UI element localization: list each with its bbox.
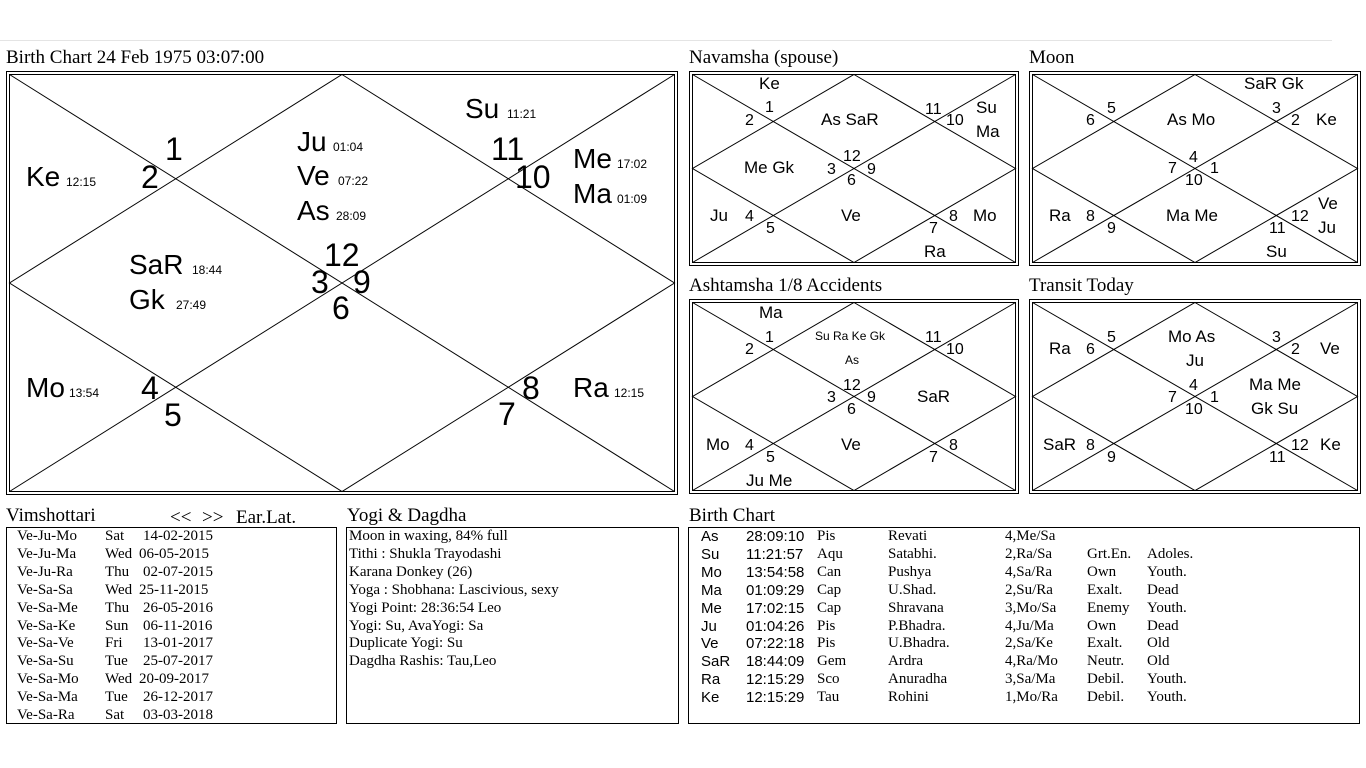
planet-deg: 07:22:18 — [746, 635, 805, 653]
house-number: 3 — [1272, 100, 1281, 117]
dasha-row[interactable] — [17, 564, 336, 582]
svg-text:Ke: Ke — [26, 161, 61, 192]
house-number: 12 — [843, 148, 861, 165]
planet-p: Ju — [701, 617, 717, 635]
planet-label: Ju Me — [746, 471, 793, 490]
planet-sign: Pis — [817, 617, 836, 634]
planet-label: As Mo — [1167, 110, 1216, 129]
house-number: 6 — [847, 401, 856, 418]
planet-label: Su — [1266, 242, 1287, 261]
house-number: 5 — [766, 449, 775, 466]
planet-label: Ke — [1320, 435, 1341, 454]
planet-row[interactable] — [701, 689, 1359, 707]
top-divider — [0, 40, 1332, 41]
planet-nak: Pushya — [888, 563, 932, 580]
yogi-panel — [346, 527, 679, 724]
dasha-row[interactable] — [17, 635, 336, 653]
planet-age — [1147, 528, 1227, 546]
dasha-dasha: Ve-Sa-Sa — [17, 581, 73, 598]
planet-pada: 2,Ra/Sa — [1005, 545, 1053, 562]
planet-label: SaR Gk — [1244, 74, 1304, 93]
house-number: 9 — [1107, 449, 1116, 466]
planet-sar — [129, 249, 222, 280]
planet-p: Ve — [701, 635, 719, 653]
house-number: 7 — [929, 220, 938, 237]
transit-title: Transit Today — [1029, 275, 1134, 296]
dasha-date: 25-11-2015 — [139, 581, 209, 598]
planet-age: Youth. — [1147, 671, 1187, 688]
planet-label: Ve — [841, 435, 861, 454]
yogi-line: Yogi Point: 28:36:54 Leo — [349, 599, 502, 616]
planet-row[interactable] — [701, 528, 1359, 546]
planet-age: Old — [1147, 635, 1170, 652]
house-number: 9 — [353, 264, 371, 300]
dasha-date: 03-03-2018 — [143, 707, 213, 724]
dasha-day: Tue — [105, 653, 128, 670]
dasha-day: Sat — [105, 528, 125, 544]
dasha-date: 06-11-2016 — [143, 617, 213, 634]
planet-nak: Rohini — [888, 689, 929, 706]
planet-deg: 17:02:15 — [746, 599, 805, 617]
dasha-dasha: Ve-Ju-Ra — [17, 563, 73, 580]
dasha-dasha: Ve-Sa-Mo — [17, 671, 79, 688]
house-number: 4 — [745, 437, 754, 454]
planet-label: As SaR — [821, 110, 879, 129]
yogi-line: Moon in waxing, 84% full — [349, 528, 508, 544]
svg-text:17:02: 17:02 — [617, 157, 648, 171]
dasha-day: Wed — [105, 545, 133, 562]
house-number: 1 — [1210, 389, 1219, 406]
svg-text:18:44: 18:44 — [192, 263, 223, 277]
planet-row[interactable] — [701, 600, 1359, 618]
planet-row[interactable] — [701, 564, 1359, 582]
svg-text:Gk: Gk — [129, 284, 165, 315]
planet-ke — [26, 161, 96, 192]
planet-ma — [573, 178, 647, 209]
house-number: 12 — [324, 237, 360, 273]
planet-sign: Pis — [817, 635, 836, 652]
planet-age: Youth. — [1147, 689, 1187, 706]
dasha-date: 13-01-2017 — [143, 635, 213, 652]
dasha-day: Sun — [105, 617, 129, 634]
house-number: 8 — [522, 370, 540, 406]
svg-text:Su: Su — [465, 93, 500, 124]
planet-label: Ra — [924, 242, 946, 261]
planet-label: Mo As — [1168, 327, 1216, 346]
house-number: 2 — [1291, 341, 1300, 358]
house-number: 12 — [843, 377, 861, 394]
svg-text:As: As — [297, 195, 330, 226]
planet-row[interactable] — [701, 671, 1359, 689]
dasha-row[interactable] — [17, 618, 336, 636]
house-number: 3 — [827, 161, 836, 178]
planet-deg: 11:21:57 — [746, 545, 804, 563]
house-number: 9 — [1107, 220, 1116, 237]
house-number: 12 — [1291, 208, 1309, 225]
moon-chart[interactable] — [1029, 71, 1361, 266]
house-number: 4 — [1189, 149, 1198, 166]
planet-age: Youth. — [1147, 599, 1187, 616]
house-number: 3 — [827, 389, 836, 406]
dasha-dasha: Ve-Sa-Ma — [17, 689, 78, 706]
dasha-day: Wed — [105, 581, 133, 598]
house-number: 9 — [867, 389, 876, 406]
vimshottari-list — [6, 527, 337, 724]
svg-text:SaR: SaR — [129, 249, 184, 280]
planet-label: SaR — [917, 387, 951, 406]
planet-sign: Can — [817, 563, 842, 580]
svg-text:01:09: 01:09 — [617, 192, 648, 206]
yogi-line: Dagdha Rashis: Tau,Leo — [349, 653, 497, 670]
planet-label: Ke — [759, 74, 780, 93]
house-number: 8 — [949, 208, 958, 225]
svg-text:Mo: Mo — [26, 372, 65, 403]
planet-nak: Shravana — [888, 599, 944, 616]
planet-nak: U.Shad. — [888, 581, 937, 598]
planet-sign: Aqu — [817, 545, 843, 562]
house-number: 12 — [1291, 437, 1309, 454]
planet-label: Ma Me — [1166, 206, 1218, 225]
planet-nak: Ardra — [888, 653, 923, 670]
house-number: 4 — [745, 208, 754, 225]
svg-text:07:22: 07:22 — [338, 174, 369, 188]
house-number: 8 — [1086, 208, 1095, 225]
dasha-date: 26-05-2016 — [143, 599, 213, 616]
planet-pada: 2,Su/Ra — [1005, 581, 1053, 598]
navamsha-chart[interactable] — [689, 71, 1019, 266]
planet-deg: 12:15:29 — [746, 689, 805, 707]
transit-chart[interactable] — [1029, 299, 1361, 494]
planet-row[interactable] — [701, 546, 1359, 564]
prev-period-button[interactable]: << — [170, 507, 192, 528]
birth-chart-title: Birth Chart 24 Feb 1975 03:07:00 — [6, 47, 265, 68]
planet-age: Adoles. — [1147, 545, 1194, 562]
planet-deg: 28:09:10 — [746, 528, 805, 545]
yogi-line: Tithi : Shukla Trayodashi — [349, 545, 502, 562]
svg-text:28:09: 28:09 — [336, 209, 367, 223]
planet-deg: 18:44:09 — [746, 653, 805, 671]
yogi-line: Karana Donkey (26) — [349, 563, 473, 580]
planet-as — [297, 195, 366, 226]
dasha-row[interactable] — [17, 582, 336, 600]
planet-pada: 2,Sa/Ke — [1005, 635, 1053, 652]
house-number: 7 — [1168, 160, 1177, 177]
house-number: 4 — [1189, 377, 1198, 394]
planet-deg: 12:15:29 — [746, 671, 805, 689]
planet-deg: 01:04:26 — [746, 617, 805, 635]
planet-row[interactable] — [701, 582, 1359, 600]
dasha-row[interactable] — [17, 528, 336, 546]
birth-table — [688, 527, 1360, 724]
planet-dig: Debil. — [1087, 689, 1125, 706]
planet-p: Ke — [701, 689, 720, 707]
house-number: 7 — [498, 396, 516, 432]
planet-label: Ve — [841, 206, 861, 225]
dasha-dasha: Ve-Sa-Ra — [17, 707, 75, 724]
planet-sign: Tau — [817, 689, 840, 706]
dasha-date: 06-05-2015 — [139, 545, 209, 562]
planet-pada: 4,Sa/Ra — [1005, 563, 1053, 580]
dasha-day: Sat — [105, 707, 125, 724]
planet-label: Ju — [1318, 218, 1336, 237]
planet-label: As — [845, 353, 860, 367]
ashtamsha-title: Ashtamsha 1/8 Accidents — [689, 275, 883, 296]
dasha-day: Thu — [105, 599, 130, 616]
navamsha-title: Navamsha (spouse) — [689, 47, 839, 68]
planet-p: Ma — [701, 581, 722, 599]
house-number: 7 — [929, 449, 938, 466]
planet-age: Youth. — [1147, 563, 1187, 580]
planet-mo — [26, 372, 99, 403]
planet-pada: 3,Sa/Ma — [1005, 671, 1056, 688]
planet-nak: U.Bhadra. — [888, 635, 950, 652]
planet-dig: Enemy — [1087, 599, 1130, 616]
house-number: 11 — [1269, 220, 1286, 237]
house-number: 11 — [925, 329, 942, 346]
house-number: 1 — [765, 99, 774, 116]
planet-ra — [573, 372, 644, 403]
dasha-row[interactable] — [17, 671, 336, 689]
dasha-dasha: Ve-Sa-Ke — [17, 617, 76, 634]
planet-sign: Cap — [817, 581, 842, 598]
house-number: 11 — [1269, 449, 1286, 466]
dasha-dasha: Ve-Ju-Mo — [17, 528, 77, 544]
house-number: 6 — [332, 290, 350, 326]
dasha-dasha: Ve-Sa-Me — [17, 599, 78, 616]
svg-text:Me: Me — [573, 143, 612, 174]
planet-p: Me — [701, 599, 722, 617]
planet-label: Ke — [1316, 110, 1337, 129]
svg-text:12:15: 12:15 — [66, 175, 97, 189]
planet-dig — [1087, 528, 1147, 546]
dasha-date: 26-12-2017 — [143, 689, 213, 706]
house-number: 8 — [949, 437, 958, 454]
planet-dig: Debil. — [1087, 671, 1125, 688]
dasha-date: 20-09-2017 — [139, 671, 209, 688]
svg-text:Ma: Ma — [573, 178, 612, 209]
planet-label: Mo — [973, 206, 997, 225]
house-number: 6 — [1086, 112, 1095, 129]
planet-label: Ra — [1049, 339, 1071, 358]
dasha-day: Wed — [105, 671, 133, 688]
planet-label: SaR — [1043, 435, 1077, 454]
birth-chart[interactable] — [6, 71, 678, 495]
house-number: 2 — [141, 159, 159, 195]
house-number: 8 — [1086, 437, 1095, 454]
dasha-day: Tue — [105, 689, 128, 706]
planet-row[interactable] — [701, 653, 1359, 671]
house-number: 6 — [847, 172, 856, 189]
next-period-button[interactable]: >> — [202, 507, 224, 528]
house-number: 9 — [867, 161, 876, 178]
svg-text:01:04: 01:04 — [333, 140, 364, 154]
planet-p: Su — [701, 545, 720, 563]
svg-text:27:49: 27:49 — [176, 298, 207, 312]
house-number: 5 — [766, 220, 775, 237]
planet-nak: Anuradha — [888, 671, 948, 688]
house-number: 7 — [1168, 389, 1177, 406]
planet-p: Mo — [701, 563, 722, 581]
house-number: 5 — [1107, 100, 1116, 117]
planet-sign: Sco — [817, 671, 840, 688]
house-number: 3 — [311, 264, 329, 300]
house-number: 10 — [515, 159, 551, 195]
ashtamsha-chart[interactable] — [689, 299, 1019, 494]
planet-pada: 4,Me/Sa — [1005, 528, 1056, 544]
planet-pada: 3,Mo/Sa — [1005, 599, 1057, 616]
planet-pada: 4,Ju/Ma — [1005, 617, 1054, 634]
dasha-row[interactable] — [17, 600, 336, 618]
planet-p: SaR — [701, 653, 731, 671]
house-number: 1 — [765, 329, 774, 346]
house-number: 1 — [1210, 160, 1219, 177]
planet-deg: 01:09:29 — [746, 581, 805, 599]
dasha-row[interactable] — [17, 707, 336, 725]
house-number: 6 — [1086, 341, 1095, 358]
planet-dig: Exalt. — [1087, 581, 1123, 598]
planet-me — [573, 143, 647, 174]
svg-text:13:54: 13:54 — [69, 386, 100, 400]
svg-text:11:21: 11:21 — [507, 107, 537, 121]
planet-nak: P.Bhadra. — [888, 617, 946, 634]
planet-dig: Own — [1087, 563, 1117, 580]
planet-ju — [297, 126, 363, 157]
planet-label: Me Gk — [744, 158, 795, 177]
planet-gk — [129, 284, 206, 315]
house-number: 10 — [1185, 401, 1203, 418]
planet-dig: Grt.En. — [1087, 545, 1132, 562]
dasha-dasha: Ve-Sa-Ve — [17, 635, 74, 652]
house-number: 11 — [925, 101, 942, 118]
house-number: 2 — [745, 112, 754, 129]
planet-sign: Gem — [817, 653, 847, 670]
yogi-line: Yoga : Shobhana: Lascivious, sexy — [349, 581, 559, 598]
planet-label: Ju — [710, 206, 728, 225]
planet-label: Gk Su — [1251, 399, 1299, 418]
house-number: 5 — [1107, 329, 1116, 346]
house-number: 11 — [491, 131, 525, 167]
dasha-dasha: Ve-Ju-Ma — [17, 545, 77, 562]
birth-table-title: Birth Chart — [689, 505, 776, 526]
dasha-day: Fri — [105, 635, 123, 652]
yogi-line: Yogi: Su, AvaYogi: Sa — [349, 617, 484, 634]
planet-age: Dead — [1147, 617, 1179, 634]
dasha-date: 14-02-2015 — [143, 528, 213, 544]
vimshottari-title: Vimshottari — [6, 505, 96, 526]
planet-p: As — [701, 528, 719, 545]
svg-text:12:15: 12:15 — [614, 386, 645, 400]
dasha-date: 02-07-2015 — [143, 563, 213, 580]
planet-nak: Satabhi. — [888, 545, 937, 562]
planet-label: Ma — [759, 303, 783, 322]
dasha-row[interactable] — [17, 653, 336, 671]
house-number: 10 — [946, 112, 964, 129]
house-number: 2 — [745, 341, 754, 358]
svg-text:Ra: Ra — [573, 372, 609, 403]
dasha-row[interactable] — [17, 546, 336, 564]
dasha-day: Thu — [105, 563, 130, 580]
house-number: 2 — [1291, 112, 1300, 129]
planet-label: Ve — [1320, 339, 1340, 358]
planet-label: Ma Me — [1249, 375, 1301, 394]
planet-dig: Neutr. — [1087, 653, 1125, 670]
planet-label: Ma — [976, 122, 1000, 141]
planet-ve — [297, 160, 368, 191]
house-number: 1 — [165, 131, 183, 167]
planet-nak: Revati — [888, 528, 928, 544]
planet-label: Su Ra Ke Gk — [815, 329, 886, 343]
planet-label: Ve — [1318, 194, 1338, 213]
planet-label: Ju — [1186, 351, 1204, 370]
planet-age: Dead — [1147, 581, 1179, 598]
planet-su — [465, 93, 536, 124]
svg-text:Ve: Ve — [297, 160, 330, 191]
planet-pada: 1,Mo/Ra — [1005, 689, 1058, 706]
dasha-row[interactable] — [17, 689, 336, 707]
dasha-date: 25-07-2017 — [143, 653, 213, 670]
planet-deg: 13:54:58 — [746, 563, 805, 581]
moon-title: Moon — [1029, 47, 1075, 68]
planet-label: Ra — [1049, 206, 1071, 225]
house-number: 4 — [141, 370, 159, 406]
planet-sign: Cap — [817, 599, 842, 616]
house-number: 10 — [946, 341, 964, 358]
planet-label: Mo — [706, 435, 730, 454]
house-number: 10 — [1185, 172, 1203, 189]
planet-dig: Exalt. — [1087, 635, 1123, 652]
yogi-line: Duplicate Yogi: Su — [349, 635, 463, 652]
dasha-dasha: Ve-Sa-Su — [17, 653, 74, 670]
ear-lat-button[interactable]: Ear.Lat. — [236, 507, 297, 528]
planet-age: Old — [1147, 653, 1170, 670]
svg-text:Ju: Ju — [297, 126, 327, 157]
planet-pada: 4,Ra/Mo — [1005, 653, 1058, 670]
yogi-title: Yogi & Dagdha — [347, 505, 467, 526]
planet-label: Su — [976, 98, 997, 117]
planet-row[interactable] — [701, 618, 1359, 636]
house-number: 3 — [1272, 329, 1281, 346]
planet-row[interactable] — [701, 635, 1359, 653]
planet-sign: Pis — [817, 528, 836, 544]
planet-dig: Own — [1087, 617, 1117, 634]
house-number: 5 — [164, 397, 182, 433]
planet-p: Ra — [701, 671, 721, 689]
